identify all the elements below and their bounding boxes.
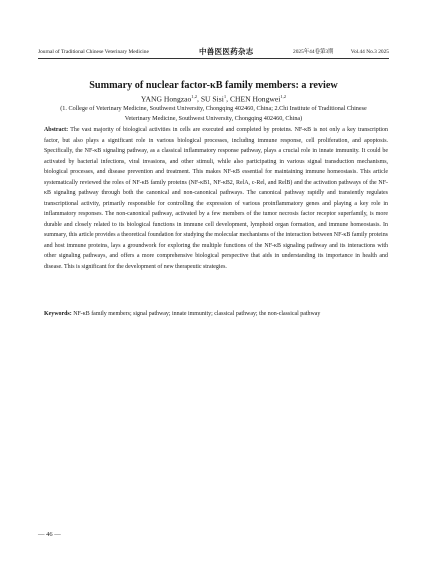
author-affiliation-mark: 1 <box>223 94 227 99</box>
author-name: CHEN Hongwei <box>229 94 281 104</box>
volume-issue-cn: 2025年44卷第3期 <box>293 49 334 55</box>
abstract-label: Abstract: <box>44 127 69 133</box>
author-affiliation-mark: 1,2 <box>280 94 287 99</box>
volume-issue-en: Vol.44 No.3 2025 <box>350 49 389 55</box>
abstract <box>44 125 388 272</box>
author-name: YANG Hongzao <box>140 94 192 104</box>
journal-name-cn: 中兽医医药杂志 <box>199 47 254 56</box>
author-name: SU Sisi <box>200 94 224 104</box>
affiliations: (1. College of Veterinary Medicine, Southwest University, Chongqing 402460, China; 2.Chi Institute of Traditional Chinese Veterinary Medicine, Southwest University, Chongqing 402460, China) <box>60 105 367 122</box>
article-title: Summary of nuclear factor-κB family members: a review <box>89 80 338 91</box>
author-line: YANG Hongzao$^{1,2}$, SU Sisi$^1$, CHEN Hongwei$^{1,2}$ <box>140 94 287 104</box>
page-number: — 46 — <box>38 531 61 538</box>
keywords <box>44 309 388 320</box>
keywords-text: NF-κB family members; signal pathway; innate immunity; classical pathway; the non-classical pathway <box>73 311 321 317</box>
running-header <box>38 47 389 57</box>
author-affiliation-mark: 1,2 <box>191 94 198 99</box>
keywords-label: Keywords: <box>44 311 72 317</box>
journal-name-en: Journal of Traditional Chinese Veterinary Medicine <box>38 49 149 55</box>
abstract-text: The vast majority of biological activities in cells are executed and completed by proteins. NF-κB is not only a key transcription factor, but also plays a significant role in various biological processes, including immune response, cell proliferation, and apoptosis. Specifically, the NF-κB signaling pathway, as a classical inflammatory response pathway, plays a crucial role in innate immunity. It could be activated by bacterial infections, viral invasions, and other stimuli, while also participating in various signal transduction mechanisms, biological processes, and disease prevention and treatment. This makes NF-κB essential for maintaining immune homeostasis. This article systematically reviewed the roles of NF-κB family proteins (NF-κB1, NF-κB2, RelA, c-Rel, and RelB) and the activation pathways of the NF-κB signaling pathway through both the canonical and non-canonical pathways. The canonical pathway rapidly and transiently regulates transcriptional activity, primarily responsible for controlling the expression of various proinflammatory genes and playing a key role in inflammatory responses. The non-canonical pathway, activated by a few members of the tumor necrosis factor receptor superfamily, is more durable and closely related to its biological functions in immune cell development, lymphoid organ formation, and immune homeostasis. In summary, this article provides a theoretical foundation for studying the molecular mechanisms of the interaction between NF-κB family proteins and host immune proteins, lays a groundwork for exploring the multiple functions of the NF-κB signaling pathway and its interactions with other signaling pathways, and offers a more comprehensive biological perspective that aids in understanding its importance in health and disease. This is significant for the development of new therapeutic strategies. <box>44 127 388 270</box>
header-divider <box>38 58 389 59</box>
